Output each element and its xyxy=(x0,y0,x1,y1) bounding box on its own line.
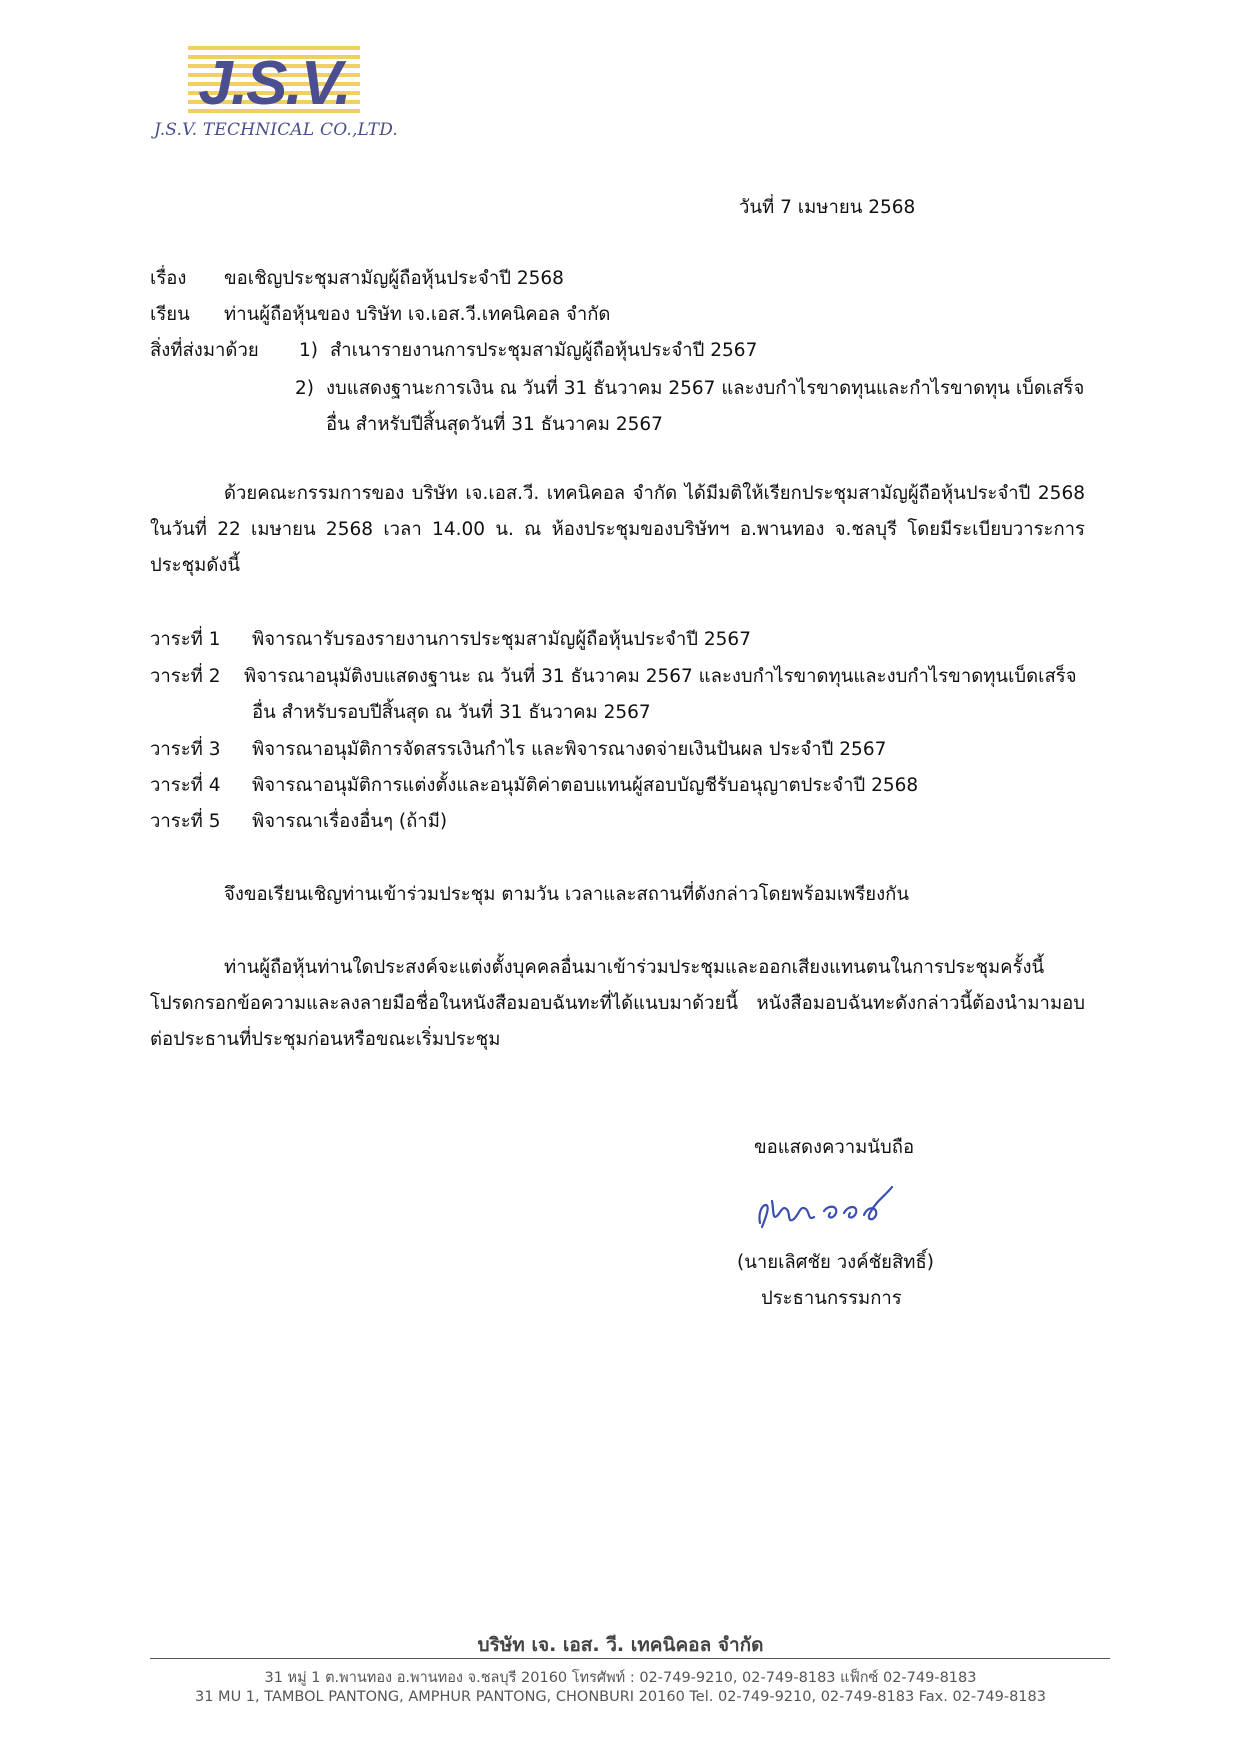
enclosure-number: 2) xyxy=(295,378,314,399)
enclosure-label: สิ่งที่ส่งมาด้วย xyxy=(150,340,259,361)
footer-address-en: 31 MU 1, TAMBOL PANTONG, AMPHUR PANTONG, CHONBURI 20160 Tel. 02-749-9210, 02-749-8183 Fax. 02-749-8183 xyxy=(195,1689,1046,1705)
proxy-paragraph: ท่านผู้ถือหุ้นท่านใดประสงค์จะแต่งตั้งบุคคลอื่นมาเข้าร่วมประชุมและออกเสียงแทนตนในการประชุมครั้งนี้ โปรดกรอกข้อความและลงลายมือชื่อในหนังสือมอบฉันทะที่ได้แนบมาด้วยนี้ หนังสือมอบฉันทะดังกล่าวนี้ต้องนำมามอบต่อประธานที่ประชุมก่อนหรือขณะเริ่มประชุม xyxy=(150,957,1085,1050)
to-text: ท่านผู้ถือหุ้นของ บริษัท เจ.เอส.วี.เทคนิคอล จำกัด xyxy=(224,304,611,325)
enclosure-text-continued: อื่น สำหรับปีสิ้นสุดวันที่ 31 ธันวาคม 2567 xyxy=(326,414,663,435)
agenda-label: วาระที่ 3 xyxy=(150,739,221,760)
agenda-label: วาระที่ 5 xyxy=(150,811,221,832)
signatory-title: ประธานกรรมการ xyxy=(761,1288,902,1309)
agenda-label: วาระที่ 1 xyxy=(150,629,221,650)
enclosure-text: งบแสดงฐานะการเงิน ณ วันที่ 31 ธันวาคม 2567 และงบกำไรขาดทุนและกำไรขาดทุน เบ็ดเสร็จ xyxy=(326,378,1085,399)
footer-divider xyxy=(150,1658,1110,1659)
svg-text:J.S.V.: J.S.V. xyxy=(198,49,350,116)
agenda-text: พิจารณาอนุมัติการแต่งตั้งและอนุมัติค่าตอบแทนผู้สอบบัญชีรับอนุญาตประจำปี 2568 xyxy=(252,775,919,796)
agenda-text: พิจารณาเรื่องอื่นๆ (ถ้ามี) xyxy=(252,811,448,832)
agenda-text: พิจารณาอนุมัติการจัดสรรเงินกำไร และพิจารณางดจ่ายเงินปันผล ประจำปี 2567 xyxy=(252,739,887,760)
intro-paragraph: ด้วยคณะกรรมการของ บริษัท เจ.เอส.วี. เทคนิคอล จำกัด ได้มีมติให้เรียกประชุมสามัญผู้ถือหุ้นประจำปี 2568 ในวันที่ 22 เมษายน 2568 เวลา 14.00 น. ณ ห้องประชุมของบริษัทฯ อ.พานทอง จ.ชลบุรี โดยมีระเบียบวาระการประชุมดังนี้ xyxy=(150,483,1085,576)
letter-date: วันที่ 7 เมษายน 2568 xyxy=(739,197,916,218)
company-logo xyxy=(150,44,399,144)
agenda-text-continued: อื่น สำหรับรอบปีสิ้นสุด ณ วันที่ 31 ธันวาคม 2567 xyxy=(252,702,651,723)
footer-company-name: บริษัท เจ. เอส. วี. เทคนิคอล จำกัด xyxy=(477,1634,764,1656)
footer-address-th: 31 หมู่ 1 ต.พานทอง อ.พานทอง จ.ชลบุรี 20160 โทรศัพท์ : 02-749-9210, 02-749-8183 แฟ็กซ์ 02-749-8183 xyxy=(264,1670,977,1686)
jsv-logo-mark xyxy=(188,44,360,116)
agenda-text: พิจารณารับรองรายงานการประชุมสามัญผู้ถือหุ้นประจำปี 2567 xyxy=(252,629,751,650)
agenda-label: วาระที่ 4 xyxy=(150,775,221,796)
enclosure-number: 1) xyxy=(299,340,318,361)
signatory-name: (นายเลิศชัย วงค์ชัยสิทธิ์) xyxy=(737,1252,934,1273)
closing-regards: ขอแสดงความนับถือ xyxy=(754,1137,915,1158)
agenda-text: พิจารณาอนุมัติงบแสดงฐานะ ณ วันที่ 31 ธันวาคม 2567 และงบกำไรขาดทุนและงบกำไรขาดทุนเบ็ดเสร็จ xyxy=(244,666,1077,687)
subject-label: เรื่อง xyxy=(150,268,187,289)
enclosure-text: สำเนารายงานการประชุมสามัญผู้ถือหุ้นประจำปี 2567 xyxy=(330,340,758,361)
to-label: เรียน xyxy=(150,304,190,325)
handwritten-signature xyxy=(752,1175,922,1237)
company-name-en: J.S.V. TECHNICAL CO.,LTD. xyxy=(154,120,399,140)
subject-text: ขอเชิญประชุมสามัญผู้ถือหุ้นประจำปี 2568 xyxy=(224,268,564,289)
agenda-label: วาระที่ 2 xyxy=(150,666,221,687)
invitation-text: จึงขอเรียนเชิญท่านเข้าร่วมประชุม ตามวัน เวลาและสถานที่ดังกล่าวโดยพร้อมเพรียงกัน xyxy=(224,884,910,905)
